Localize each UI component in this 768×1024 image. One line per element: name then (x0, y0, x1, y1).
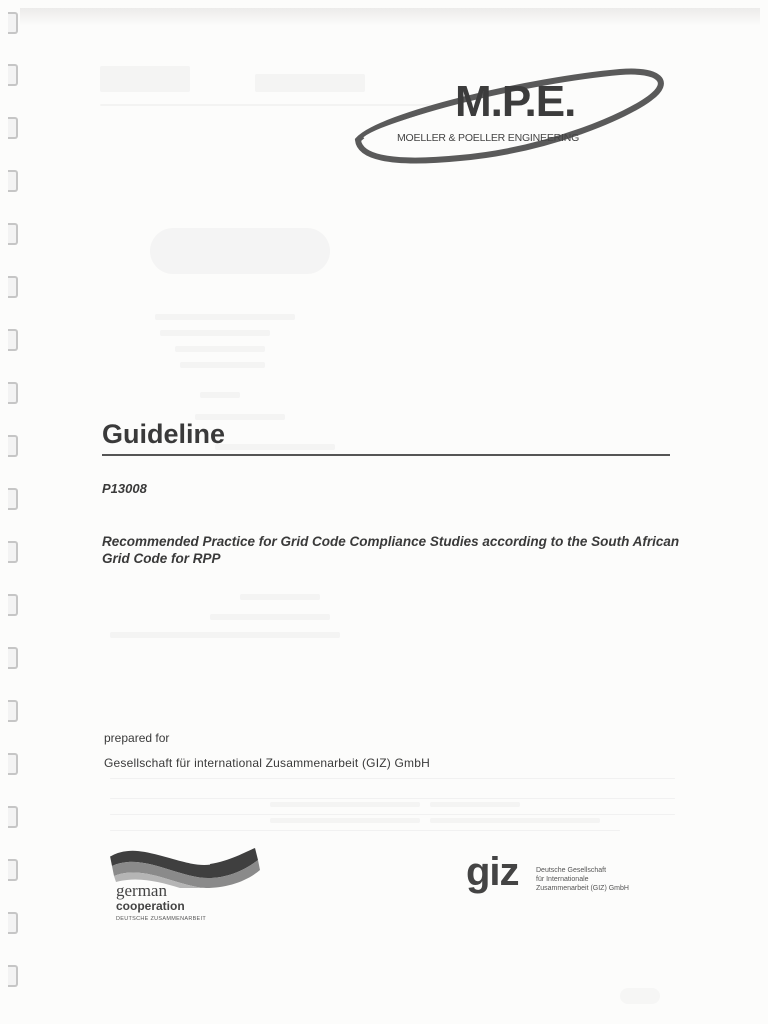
binding-ring (8, 276, 18, 298)
giz-logo-line2: für Internationale (536, 876, 589, 883)
binding-ring (8, 541, 18, 563)
binding-ring (8, 700, 18, 722)
document-number: P13008 (102, 481, 147, 496)
document-type-heading: Guideline (102, 419, 226, 449)
mpe-logo (350, 60, 670, 175)
binding-ring (8, 806, 18, 828)
spiral-binding (0, 0, 30, 1024)
binding-ring (8, 12, 18, 34)
binding-ring (8, 329, 18, 351)
binding-ring (8, 965, 18, 987)
binding-ring (8, 488, 18, 510)
binding-ring (8, 647, 18, 669)
mpe-logo-title: M.P.E. (455, 77, 576, 126)
giz-logo (466, 850, 656, 906)
german-cooperation-tagline: DEUTSCHE ZUSAMMENARBEIT (116, 916, 207, 922)
binding-ring (8, 64, 18, 86)
german-cooperation-line2: cooperation (116, 899, 185, 913)
binding-ring (8, 435, 18, 457)
document-subject: Recommended Practice for Grid Code Compliance Studies according to the South African Grid Code for RPP (102, 534, 680, 566)
client-organization: Gesellschaft für international Zusammenarbeit (GIZ) GmbH (104, 756, 430, 770)
binding-ring (8, 382, 18, 404)
binding-ring (8, 594, 18, 616)
title-divider (102, 454, 670, 456)
binding-ring (8, 223, 18, 245)
german-cooperation-logo (100, 838, 270, 933)
giz-logo-line1: Deutsche Gesellschaft (536, 867, 607, 874)
giz-logo-text (536, 866, 629, 893)
giz-logo-line3: Zusammenarbeit (GIZ) GmbH (536, 885, 629, 892)
german-cooperation-name: german (116, 881, 167, 900)
binding-ring (8, 170, 18, 192)
scan-edge-shadow (20, 8, 760, 26)
prepared-for-label: prepared for (104, 731, 170, 745)
binding-ring (8, 753, 18, 775)
mpe-logo-subtitle: MOELLER & POELLER ENGINEERING (397, 132, 580, 144)
giz-logo-mark: giz (466, 850, 519, 894)
binding-ring (8, 859, 18, 881)
binding-ring (8, 117, 18, 139)
binding-ring (8, 912, 18, 934)
